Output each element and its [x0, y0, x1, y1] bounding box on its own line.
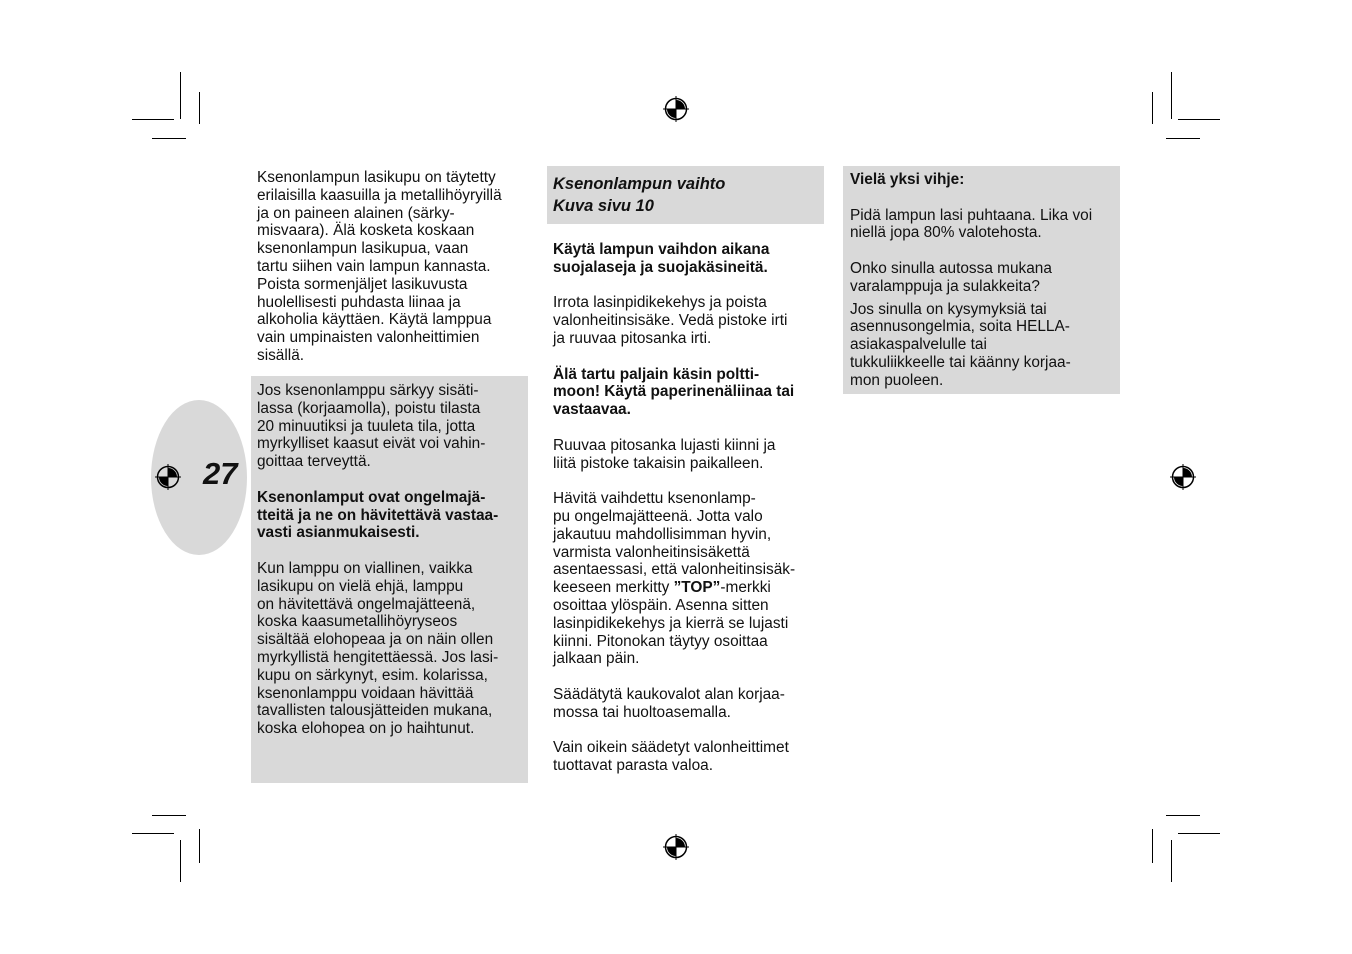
paragraph: Hävitä vaihdettu ksenonlamp- pu ongelmajätteenä. Jotta valo jakautuu mahdollisimman hyvin, varmista valonheitinsisäkettä asentaessasi, että valonheitinsisäk-keeseen merkitty ”TOP”-merkki osoittaa ylöspäin. Asenna sitten lasinpidikekehys ja kierrä se lujasti kiinni. Pitonokan täytyy osoittaa jalkaan päin.	[553, 490, 796, 668]
tip-title: Vielä yksi vihje:	[850, 171, 965, 188]
text-line: myrkyllistä hengitettäessä. Jos lasi-	[257, 648, 499, 666]
paragraph	[257, 382, 529, 471]
heading-title: Ksenonlampun vaihto	[553, 175, 726, 193]
text-line: sisältää elohopeaa ja on näin ollen	[257, 631, 494, 649]
text-line: vastaavaa.	[553, 401, 631, 419]
paragraph	[553, 437, 825, 473]
text-line: niellä jopa 80% valotehosta.	[850, 224, 1042, 242]
text-line: erilaisilla kaasuilla ja metallihöyryillä	[257, 186, 502, 204]
text-line: valonheitinsisäke. Vedä pistoke irti	[553, 312, 788, 330]
text-line: pu ongelmajätteenä. Jotta valo	[553, 507, 763, 525]
registration-mark-icon	[663, 834, 689, 860]
text-line: mossa tai huoltoasemalla.	[553, 703, 731, 721]
column-left-shaded	[257, 382, 529, 756]
text-line: on hävitettävä ongelmajätteenä,	[257, 595, 476, 613]
paragraph	[850, 207, 1122, 243]
text-line: Kun lamppu on viallinen, vaikka	[257, 559, 473, 577]
text-line: ksenonlamppu voidaan hävittää	[257, 684, 474, 702]
heading-subtitle: Kuva sivu 10	[553, 197, 654, 215]
text-line: huolellisesti puhdasta liinaa ja	[257, 293, 461, 311]
text-line: Säädätytä kaukovalot alan korjaa-	[553, 685, 785, 703]
text-line: tavallisten talousjätteiden mukana,	[257, 702, 493, 720]
text-line: myrkylliset kaasut eivät voi vahin-	[257, 435, 486, 453]
text-line: kiinni. Pitonokan täytyy osoittaa	[553, 632, 768, 650]
text-line: misvaara). Älä kosketa koskaan	[257, 222, 475, 240]
text-line: tuottavat parasta valoa.	[553, 757, 713, 775]
text-line: jalkaan päin.	[553, 650, 640, 668]
text-line: moon! Käytä paperinenäliinaa tai	[553, 383, 795, 401]
text-line: ksenonlampun lasikupua, vaan	[257, 240, 469, 258]
paragraph	[553, 294, 825, 347]
text-line: vasti asianmukaisesti.	[257, 524, 420, 542]
text-line: Älä tartu paljain käsin poltti-	[553, 365, 760, 383]
text-line: lassa (korjaamolla), poistu tilasta	[257, 399, 481, 417]
registration-mark-icon	[155, 464, 181, 490]
text-line: lasinpidikekehys ja kierrä se lujasti	[553, 614, 789, 632]
text-line: liitä pistoke takaisin paikalleen.	[553, 454, 764, 472]
text-line: suojalaseja ja suojakäsineitä.	[553, 258, 768, 276]
text-line: Jos sinulla on kysymyksiä tai	[850, 300, 1047, 318]
text-line: alkoholia käyttäen. Käytä lamppua	[257, 311, 492, 329]
text-line: lasikupu on vielä ehjä, lamppu	[257, 577, 464, 595]
text-line: asentaessasi, että valonheitinsisäk-	[553, 561, 796, 579]
text-line: Irrota lasinpidikekehys ja poista	[553, 294, 767, 312]
text-line: tukkuliikkeelle tai käänny korjaa-	[850, 353, 1071, 371]
paragraph-bold	[257, 489, 529, 542]
paragraph	[257, 560, 529, 738]
top-marker-text: ”TOP”	[673, 579, 721, 597]
text-line: Ksenonlampun lasikupu on täytetty	[257, 169, 496, 186]
registration-mark-icon	[1170, 464, 1196, 490]
text-line: Jos ksenonlamppu särkyy sisäti-	[257, 382, 479, 399]
text-line: ja ruuvaa pitosanka irti.	[553, 329, 712, 347]
text-line: Ruuvaa pitosanka lujasti kiinni ja	[553, 436, 776, 454]
page-number: 27	[203, 456, 238, 491]
text-line: Poista sormenjäljet lasikuvusta	[257, 275, 468, 293]
text-line: 20 minuutiksi ja tuuleta tila, jotta	[257, 417, 476, 435]
text-line: Onko sinulla autossa mukana	[850, 259, 1052, 277]
paragraph	[553, 739, 825, 775]
text-line: tartu siihen vain lampun kannasta.	[257, 257, 491, 275]
paragraph-bold	[553, 366, 825, 419]
text-line: Pidä lampun lasi puhtaana. Lika voi	[850, 206, 1093, 224]
text-line: kupu on särkynyt, esim. kolarissa,	[257, 666, 488, 684]
text-line: varmista valonheitinsisäkettä	[553, 543, 750, 561]
text-line: Hävitä vaihdettu ksenonlamp-	[553, 490, 756, 508]
text-line: goittaa terveyttä.	[257, 453, 371, 471]
text-line: mon puoleen.	[850, 371, 944, 389]
paragraph	[257, 169, 529, 365]
paragraph-bold	[553, 241, 825, 277]
text-line: tteitä ja ne on hävitettävä vastaa-	[257, 506, 499, 524]
text-line: varalamppuja ja sulakkeita?	[850, 277, 1040, 295]
text-line: vain umpinaisten valonheittimien	[257, 329, 480, 347]
column-left	[257, 169, 529, 383]
section-heading	[547, 166, 824, 224]
paragraph	[850, 301, 1122, 390]
text-line: Vain oikein säädetyt valonheittimet	[553, 739, 789, 757]
text-line: sisällä.	[257, 346, 305, 364]
registration-mark-icon	[663, 96, 689, 122]
text-line: jakautuu mahdollisimman hyvin,	[553, 525, 772, 543]
column-right	[850, 171, 1122, 407]
column-middle	[553, 241, 825, 793]
text-line: koska elohopea on jo haihtunut.	[257, 720, 475, 738]
text-line: Ksenonlamput ovat ongelmajä-	[257, 488, 486, 506]
text-line: asennusongelmia, soita HELLA-	[850, 318, 1070, 336]
text-line: Käytä lampun vaihdon aikana	[553, 241, 770, 258]
paragraph	[553, 686, 825, 722]
text-line: ja on paineen alainen (särky-	[257, 204, 455, 222]
paragraph	[850, 260, 1122, 296]
text-line: osoittaa ylöspäin. Asenna sitten	[553, 596, 769, 614]
text-line: asiakaspalvelulle tai	[850, 336, 987, 354]
text-line: koska kaasumetallihöyryseos	[257, 613, 458, 631]
